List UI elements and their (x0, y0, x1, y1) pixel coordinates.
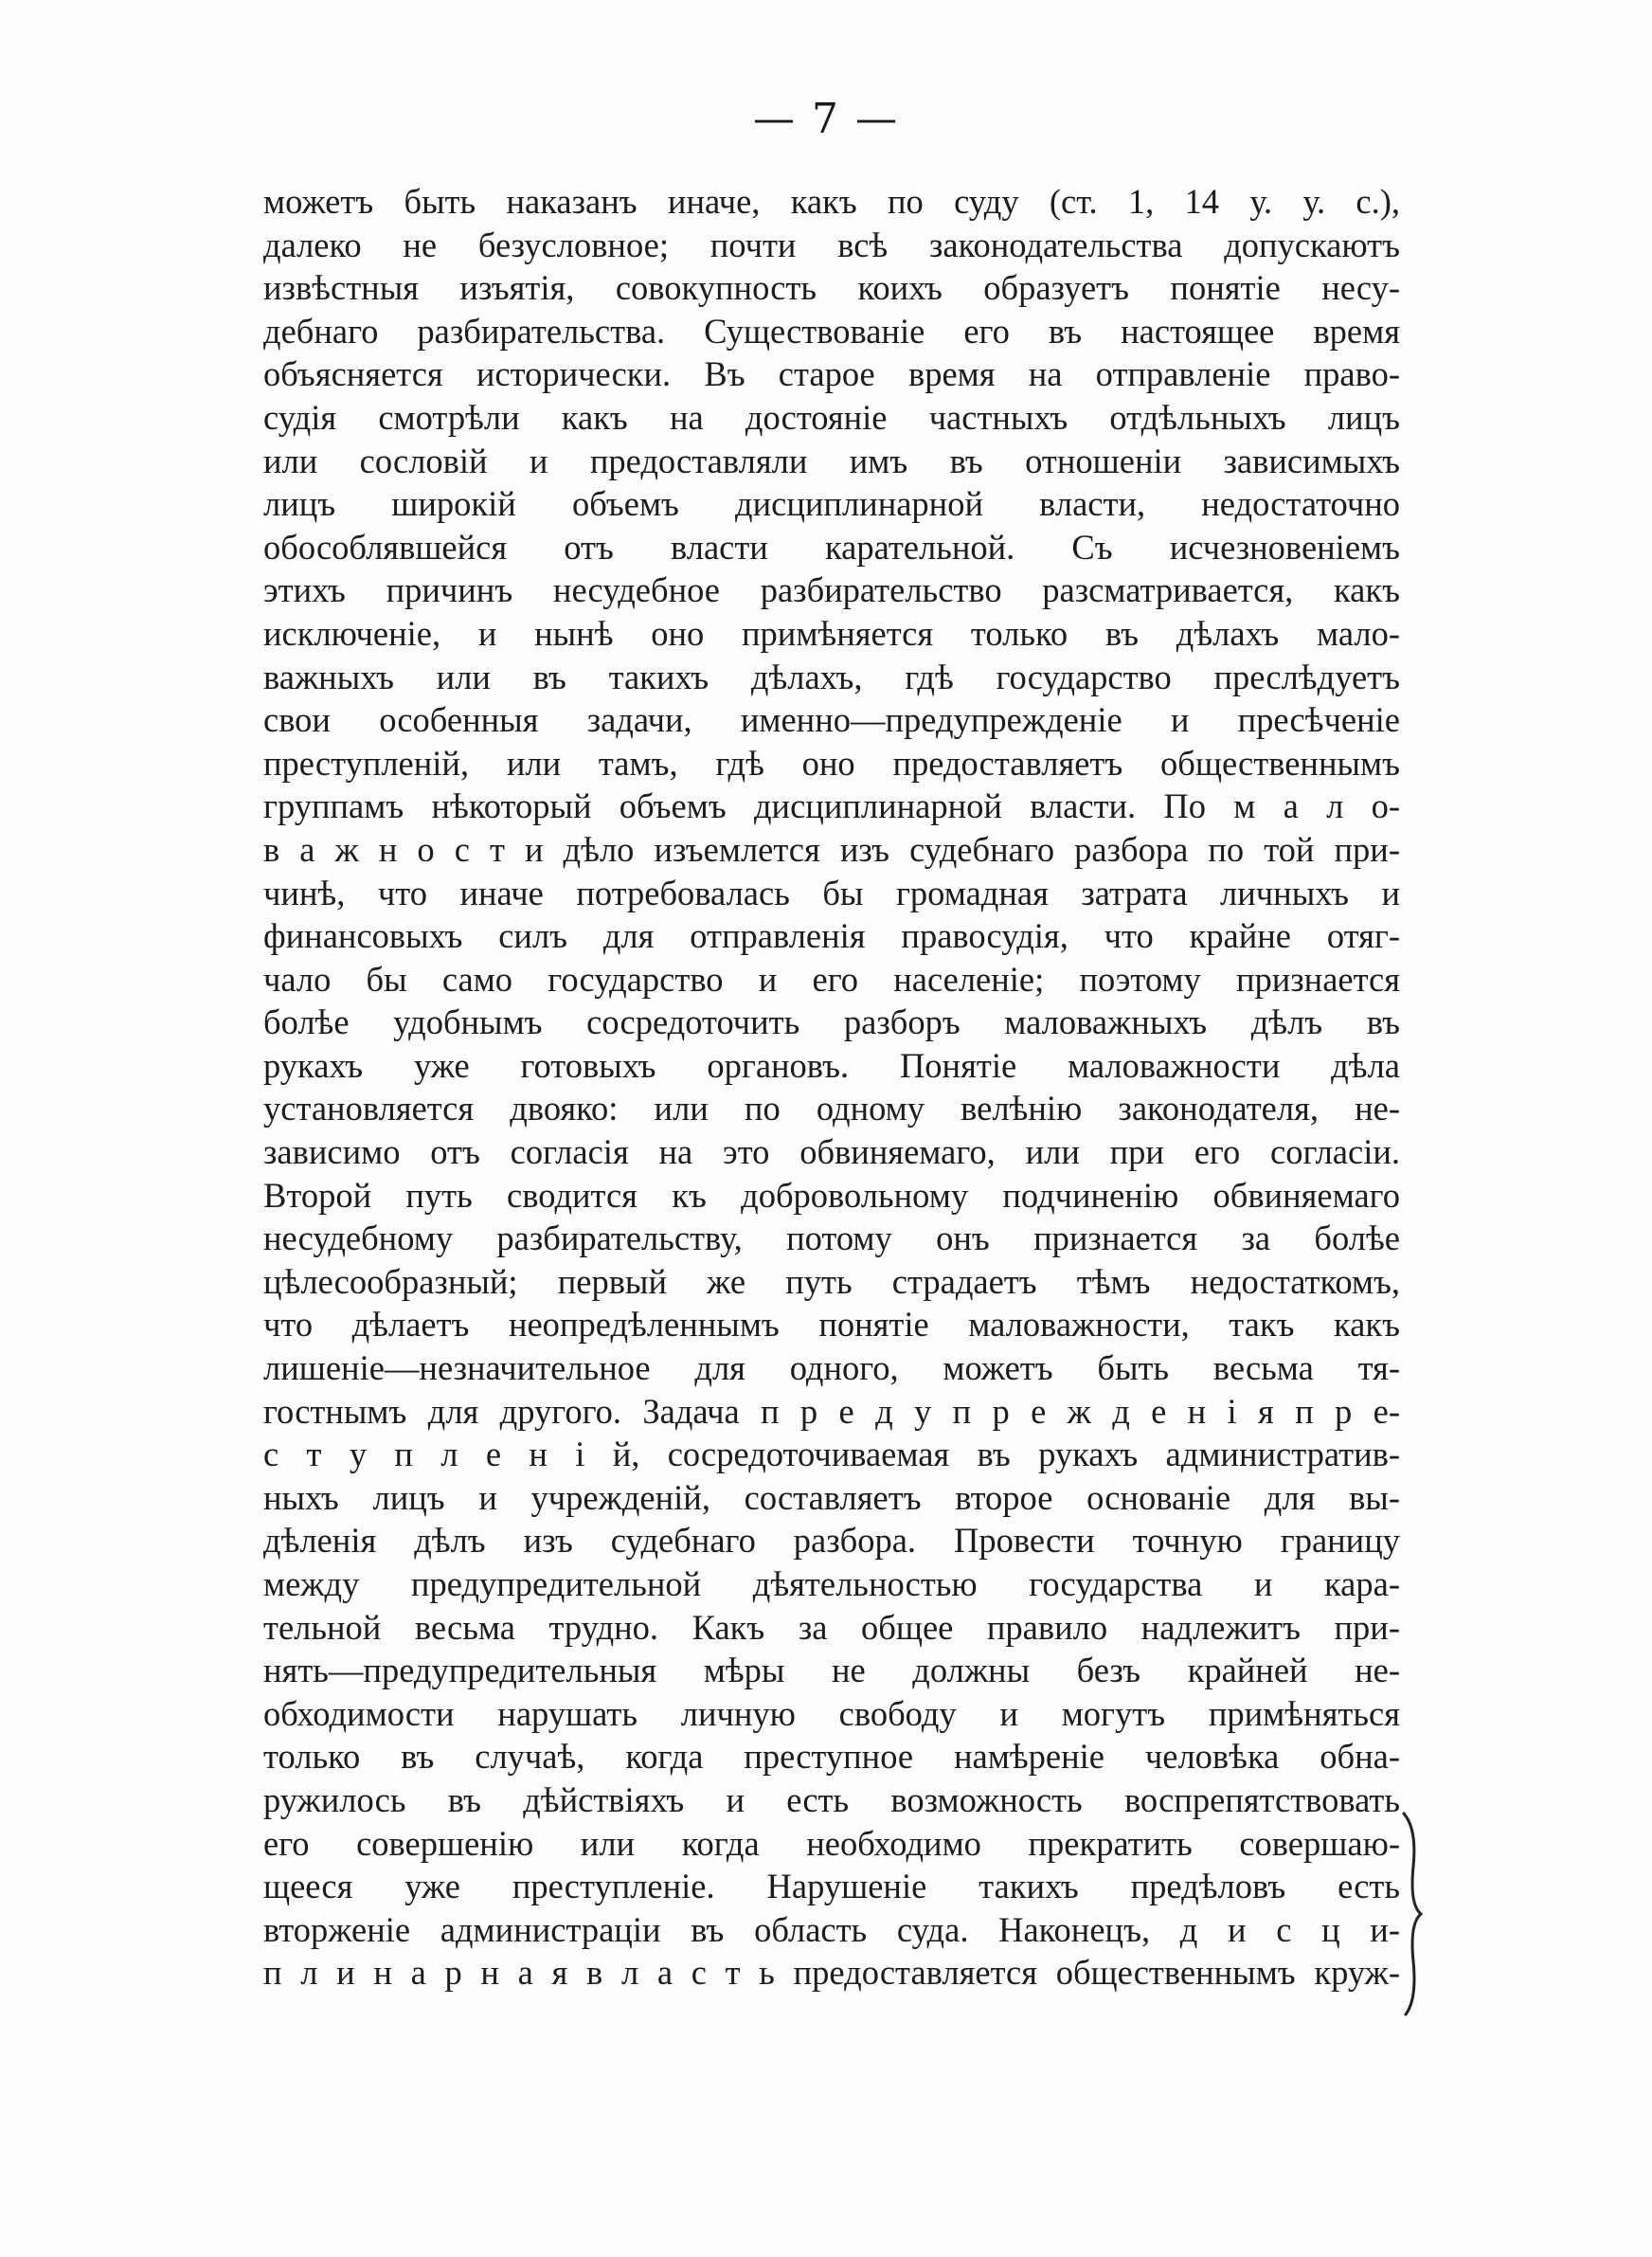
text-line: только въ случаѣ, когда преступное намѣреніе человѣка обна- (263, 1737, 1400, 1777)
text-line: ныхъ лицъ и учрежденій, составляетъ второе основаніе для вы- (263, 1477, 1400, 1517)
text-line: с т у п л е н і й, сосредоточиваемая въ рукахъ административ- (263, 1435, 1400, 1474)
text-line: извѣстныя изъятія, совокупность коихъ образуетъ понятіе несу- (263, 268, 1400, 308)
text-line: или сословій и предоставляли имъ въ отношеніи зависимыхъ (263, 441, 1400, 480)
text-line: вторженіе администраціи въ область суда. Наконецъ, д и с ц и- (263, 1909, 1400, 1949)
text-line: можетъ быть наказанъ иначе, какъ по суду (ст. 1, 14 у. у. с.), (263, 182, 1400, 221)
text-line: установляется двояко: или по одному велѣнію законодателя, не- (263, 1089, 1400, 1128)
text-line: рукахъ уже готовыхъ органовъ. Понятіе маловажности дѣла (263, 1045, 1400, 1085)
text-line: тельной весьма трудно. Какъ за общее правило надлежитъ при- (263, 1607, 1400, 1647)
text-line: обходимости нарушать личную свободу и могутъ примѣняться (263, 1693, 1400, 1733)
text-line: группамъ нѣкоторый объемъ дисциплинарной власти. По м а л о- (263, 786, 1400, 826)
text-line: что дѣлаетъ неопредѣленнымъ понятіе маловажности, такъ какъ (263, 1305, 1400, 1345)
text-line: далеко не безусловное; почти всѣ законодательства допускаютъ (263, 225, 1400, 264)
text-line: исключеніе, и нынѣ оно примѣняется только въ дѣлахъ мало- (263, 613, 1400, 653)
text-line: преступленій, или тамъ, гдѣ оно предоставляетъ общественнымъ (263, 743, 1400, 783)
text-line: п л и н а р н а я в л а с т ь предоставляется общественнымъ круж- (263, 1953, 1400, 1993)
text-line: судія смотрѣли какъ на достояніе частныхъ отдѣльныхъ лицъ (263, 397, 1400, 437)
text-line: болѣе удобнымъ сосредоточить разборъ маловажныхъ дѣлъ въ (263, 1002, 1400, 1042)
text-line: гостнымъ для другого. Задача п р е д у п р е ж д е н і я п р е- (263, 1391, 1400, 1431)
text-line: дебнаго разбирательства. Существованіе его въ настоящее время (263, 311, 1400, 351)
text-line: между предупредительной дѣятельностью государства и кара- (263, 1564, 1400, 1603)
page-number: — 7 — (753, 95, 899, 143)
text-line: цѣлесообразный; первый же путь страдаетъ тѣмъ недостаткомъ, (263, 1261, 1400, 1301)
text-line: лишеніе—незначительное для одного, можетъ быть весьма тя- (263, 1348, 1400, 1388)
text-line: важныхъ или въ такихъ дѣлахъ, гдѣ государство преслѣдуетъ (263, 657, 1400, 696)
text-line: ружилось въ дѣйствіяхъ и есть возможность воспрепятствовать (263, 1779, 1400, 1819)
text-line: финансовыхъ силъ для отправленія правосудія, что крайне отяг- (263, 916, 1400, 956)
text-line: его совершенію или когда необходимо прекратить совершаю- (263, 1823, 1400, 1863)
text-line: свои особенныя задачи, именно—предупрежденіе и пресѣченіе (263, 700, 1400, 740)
text-line: Второй путь сводится къ добровольному подчиненію обвиняемаго (263, 1175, 1400, 1215)
text-line: нять—предупредительныя мѣры не должны безъ крайней не- (263, 1651, 1400, 1690)
text-line: объясняется исторически. Въ старое время на отправленіе право- (263, 354, 1400, 394)
text-line: чало бы само государство и его населеніе; поэтому признается (263, 959, 1400, 999)
text-line: щееся уже преступленіе. Нарушеніе такихъ предѣловъ есть (263, 1867, 1400, 1906)
text-line: в а ж н о с т и дѣло изъемлется изъ судебнаго разбора по той при- (263, 829, 1400, 869)
text-line: дѣленія дѣлъ изъ судебнаго разбора. Провести точную границу (263, 1521, 1400, 1561)
text-line: чинѣ, что иначе потребовалась бы громадная затрата личныхъ и (263, 873, 1400, 912)
text-line: несудебному разбирательству, потому онъ признается за болѣе (263, 1219, 1400, 1258)
margin-bracket-mark (1400, 1810, 1428, 2018)
body-text (263, 180, 1400, 1995)
text-line: обособлявшейся отъ власти карательной. Съ исчезновеніемъ (263, 527, 1400, 567)
text-line: лицъ широкій объемъ дисциплинарной власти, недостаточно (263, 484, 1400, 524)
text-line: зависимо отъ согласія на это обвиняемаго, или при его согласіи. (263, 1132, 1400, 1172)
text-line: этихъ причинъ несудебное разбирательство разсматривается, какъ (263, 570, 1400, 610)
